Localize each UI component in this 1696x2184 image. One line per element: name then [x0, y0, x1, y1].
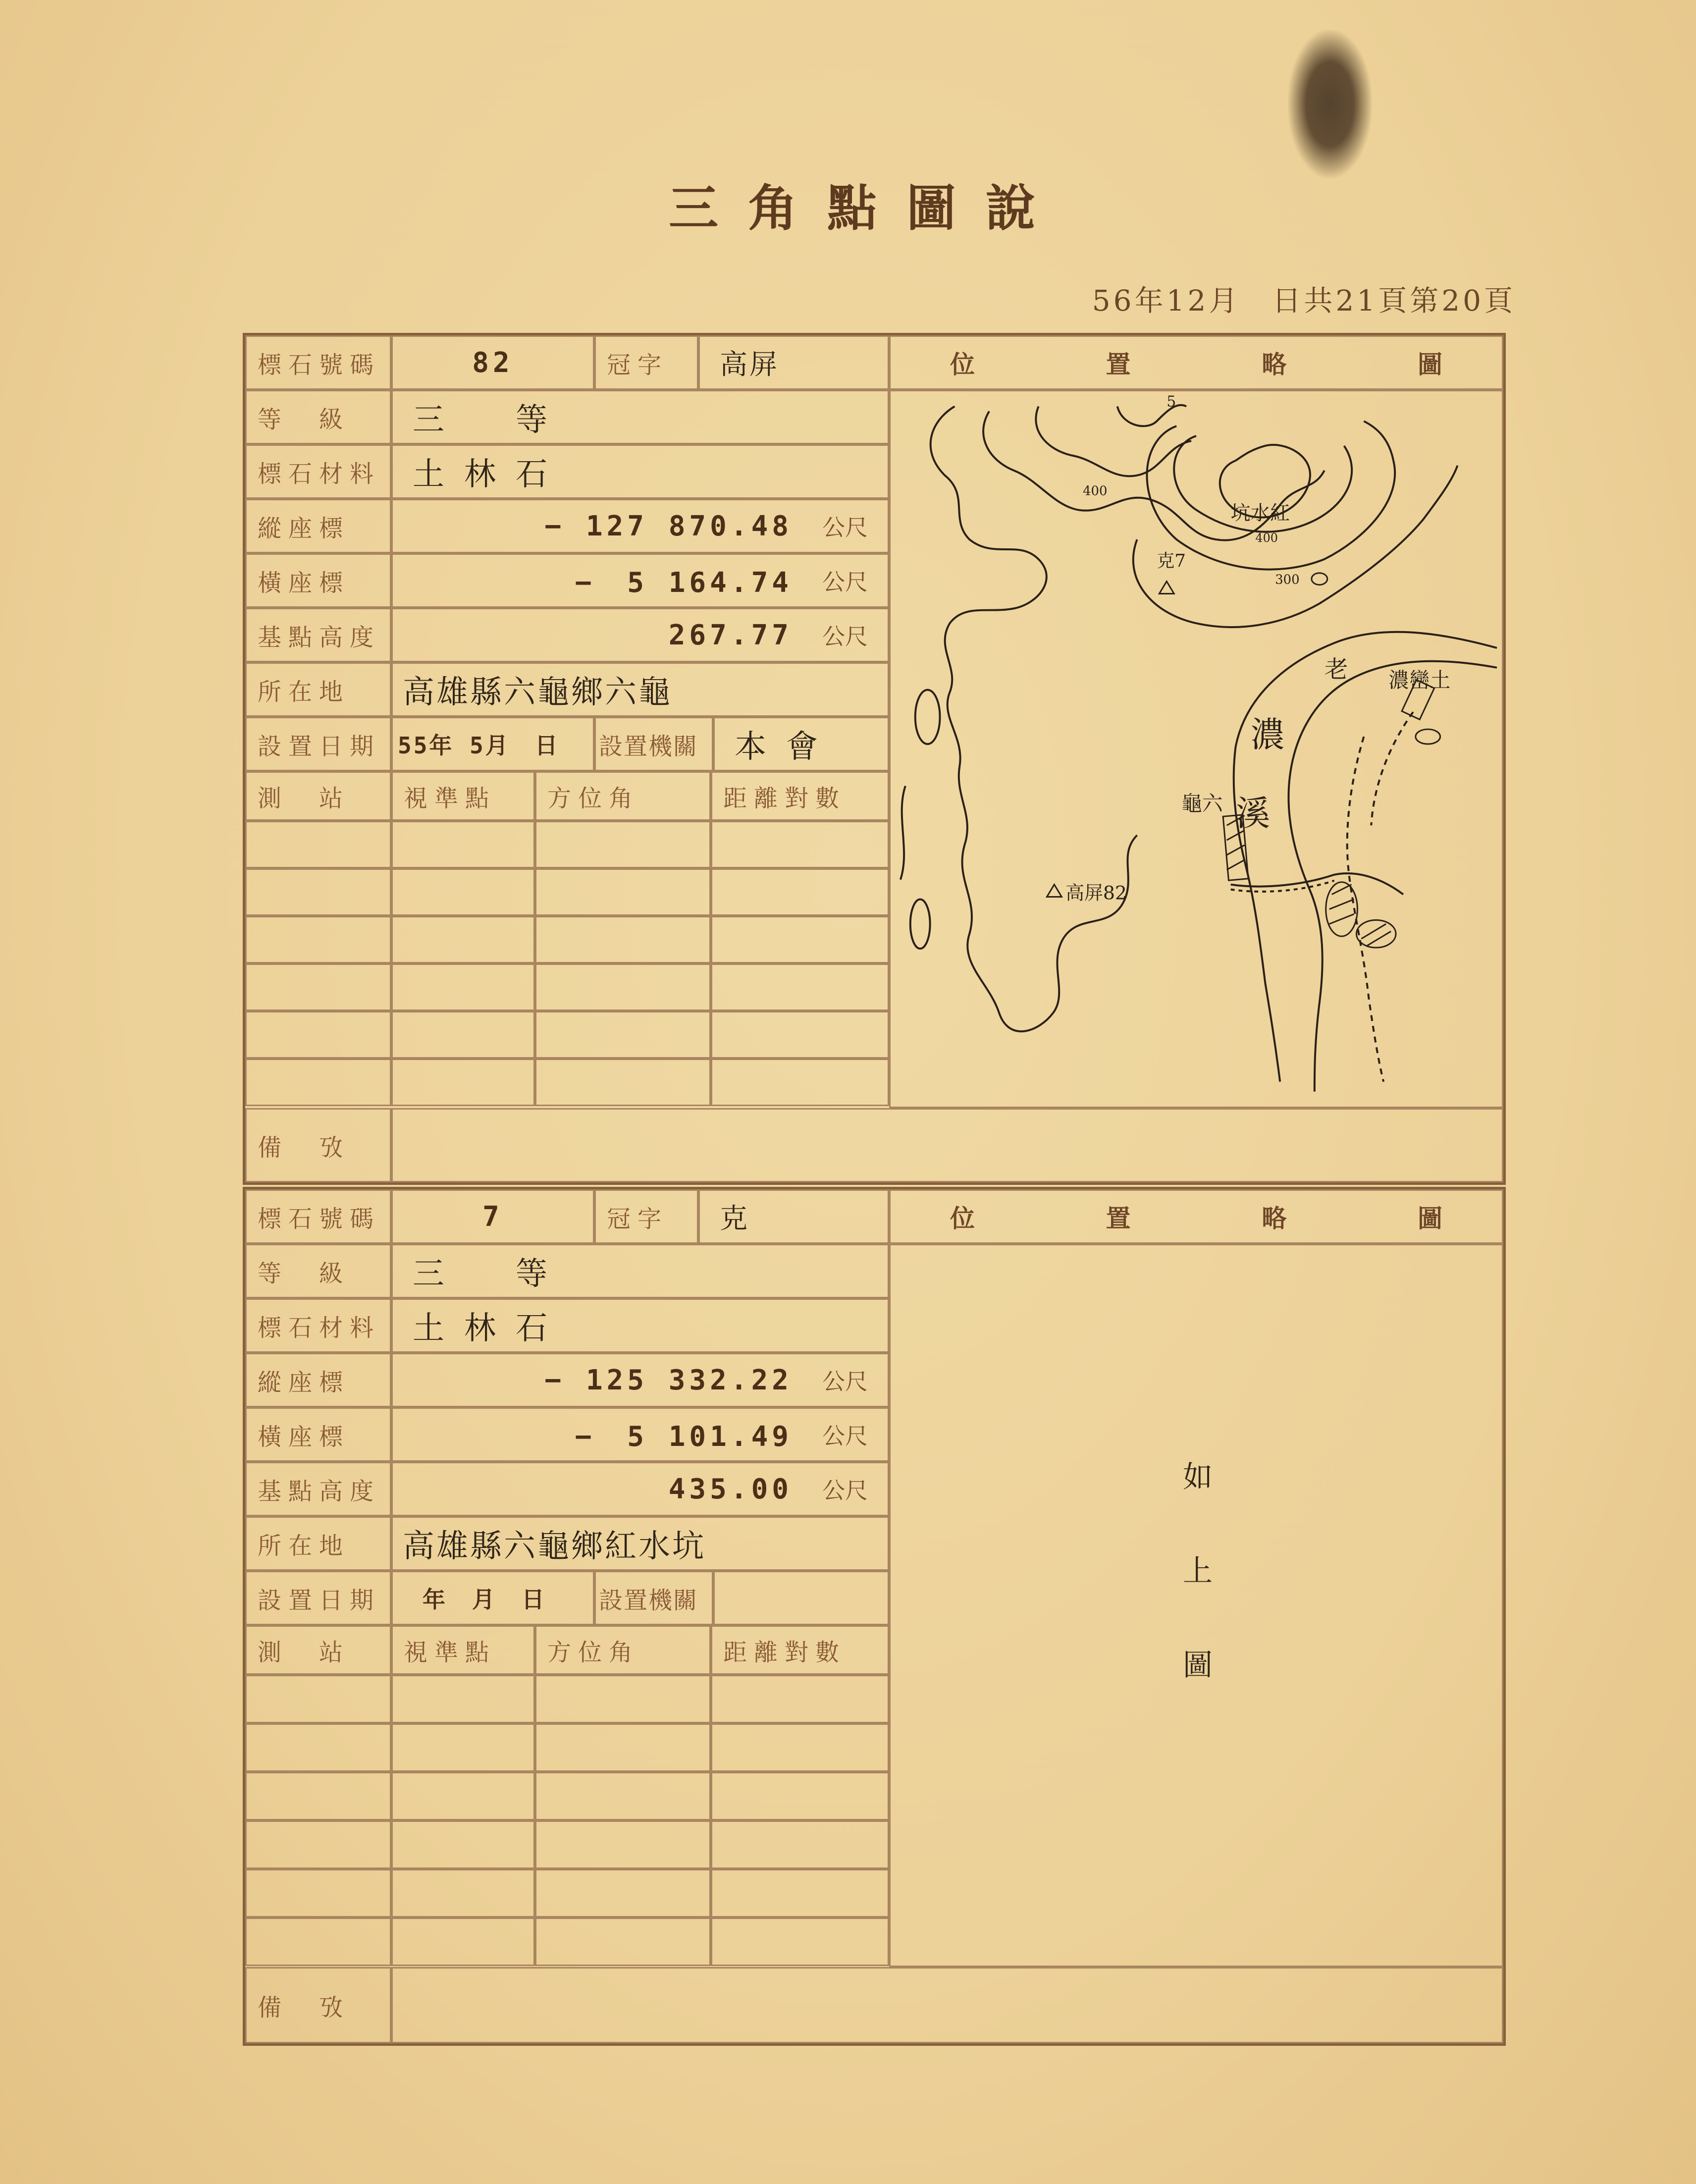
observation-cell [535, 1011, 711, 1059]
label-remarks: 備 攷 [245, 1108, 391, 1182]
observation-cell [391, 1918, 535, 1966]
label-target: 視準點 [391, 771, 535, 821]
height-row [391, 608, 889, 662]
observation-cell [245, 1918, 391, 1966]
value-material-2: 土林石 [391, 1298, 889, 1353]
label-y-coord-2: 橫座標 [245, 1407, 391, 1462]
label-stone-no: 標石號碼 [245, 335, 391, 390]
unit-x: 公尺 [822, 514, 868, 541]
map-title-1: 位 [950, 350, 975, 379]
label-x-coord: 縱座標 [245, 499, 391, 553]
observation-cell [391, 1059, 535, 1106]
observation-cell [711, 1675, 889, 1723]
observation-cell [245, 1011, 391, 1059]
observation-cell [711, 821, 889, 868]
map-label-300: 300 [1275, 572, 1300, 587]
value-x-coord: − 127 870.48 [544, 510, 793, 542]
map-label-laonong: 老 [1324, 656, 1348, 684]
label-set-date: 設置日期 [245, 717, 391, 771]
value-set-agency-2 [713, 1571, 889, 1625]
y-coord-row-2 [391, 1407, 889, 1462]
observation-cell [391, 821, 535, 868]
label-grade-2: 等 級 [245, 1244, 391, 1298]
observation-cell [711, 963, 889, 1011]
date-page-line: 56年12月 日共21頁第20頁 [1092, 284, 1516, 318]
map-title-2: 置 [1106, 350, 1131, 379]
observation-cell [391, 1675, 535, 1723]
observation-cell [711, 916, 889, 963]
map-label-tuluhe: 濃巒土 [1388, 668, 1451, 692]
label-crown: 冠字 [594, 335, 698, 390]
label-set-date-2: 設置日期 [245, 1571, 391, 1625]
observation-cell [711, 1772, 889, 1820]
sketch-map-svg [891, 391, 1502, 1107]
map-label-river-1: 濃 [1250, 715, 1285, 755]
label-height-2: 基點高度 [245, 1462, 391, 1516]
observation-cell [391, 916, 535, 963]
label-target-2: 視準點 [391, 1625, 535, 1675]
observation-cell [391, 1772, 535, 1820]
observation-cell [535, 1869, 711, 1918]
label-material: 標石材料 [245, 444, 391, 499]
observation-cell [711, 1011, 889, 1059]
observation-cell [711, 1918, 889, 1966]
label-height: 基點高度 [245, 608, 391, 662]
observation-cell [245, 1723, 391, 1772]
map-label-liugui: 龜六 [1181, 791, 1223, 816]
label-location: 所在地 [245, 662, 391, 717]
value-set-agency: 本會 [713, 717, 889, 771]
as-above-2: 上 [1183, 1554, 1213, 1589]
value-stone-no: 82 [391, 335, 594, 390]
record-block-2 [243, 1187, 1506, 2046]
observation-cell [535, 1918, 711, 1966]
unit-h: 公尺 [822, 623, 868, 650]
value-grade: 三 等 [391, 390, 889, 444]
label-material-2: 標石材料 [245, 1298, 391, 1353]
label-station-2: 測 站 [245, 1625, 391, 1675]
observation-cell [391, 1820, 535, 1869]
value-height-2: 435.00 [668, 1473, 793, 1505]
observation-cell [535, 963, 711, 1011]
map2-title-4: 圖 [1417, 1204, 1442, 1233]
observation-cell [535, 821, 711, 868]
unit-y-2: 公尺 [822, 1423, 868, 1449]
label-azimuth: 方位角 [535, 771, 711, 821]
map-label-river-2: 溪 [1235, 794, 1271, 834]
observation-cell [535, 868, 711, 916]
value-grade-2: 三 等 [391, 1244, 889, 1298]
location-map-area-2 [889, 1244, 1503, 1967]
map-title-4: 圖 [1417, 350, 1442, 379]
value-location: 高雄縣六龜鄉六龜 [391, 662, 889, 717]
observation-cell [391, 1011, 535, 1059]
ink-stain [1288, 30, 1372, 178]
label-remarks-2: 備 攷 [245, 1967, 391, 2043]
map-header [889, 335, 1503, 390]
value-stone-no-2: 7 [391, 1189, 594, 1244]
label-set-agency-2: 設置機關 [594, 1571, 713, 1625]
unit-y: 公尺 [822, 569, 868, 595]
height-row-2 [391, 1462, 889, 1516]
observation-cell [245, 1869, 391, 1918]
observation-cell [535, 1820, 711, 1869]
map-label-gaoping82: 高屏82 [1065, 882, 1127, 904]
map-label-contour-5: 5 [1166, 393, 1176, 411]
observation-cell [245, 1772, 391, 1820]
observation-cell [711, 1723, 889, 1772]
label-station: 測 站 [245, 771, 391, 821]
observation-cell [391, 1723, 535, 1772]
label-location-2: 所在地 [245, 1516, 391, 1571]
observation-cell [711, 1869, 889, 1918]
page-title: 三角點圖說 [669, 179, 1065, 237]
label-azimuth-2: 方位角 [535, 1625, 711, 1675]
remarks-field-2 [391, 1967, 1503, 2043]
label-crown-2: 冠字 [594, 1189, 698, 1244]
observation-cell [245, 1820, 391, 1869]
label-set-agency: 設置機關 [594, 717, 713, 771]
y-coord-row [391, 553, 889, 608]
map-label-400b: 400 [1255, 531, 1278, 545]
observation-cell [391, 963, 535, 1011]
label-distance: 距離對數 [711, 771, 889, 821]
unit-h-2: 公尺 [822, 1477, 868, 1504]
location-sketch-map [889, 390, 1503, 1108]
label-grade: 等 級 [245, 390, 391, 444]
value-crown-2: 克 [698, 1189, 889, 1244]
observation-cell [391, 868, 535, 916]
value-location-2: 高雄縣六龜鄉紅水坑 [391, 1516, 889, 1571]
observation-cell [535, 916, 711, 963]
map-label-ke7: 克7 [1157, 550, 1186, 571]
record-block-1 [243, 333, 1506, 1185]
as-above-3: 圖 [1183, 1648, 1213, 1683]
map-title-3: 略 [1262, 350, 1287, 379]
value-x-coord-2: − 125 332.22 [544, 1364, 793, 1396]
as-above-1: 如 [1183, 1460, 1213, 1494]
observation-cell [245, 916, 391, 963]
value-set-date: 55年 5月 日 [391, 717, 594, 771]
observation-cell [535, 1059, 711, 1106]
value-set-date-2: 年 月 日 [391, 1571, 594, 1625]
value-material: 土林石 [391, 444, 889, 499]
observation-cell [711, 868, 889, 916]
value-height: 267.77 [668, 619, 793, 651]
map-header-2 [889, 1189, 1503, 1244]
observation-cell [245, 963, 391, 1011]
value-crown: 高屏 [698, 335, 889, 390]
observation-cell [711, 1820, 889, 1869]
observation-cell [535, 1772, 711, 1820]
map-label-400a: 400 [1083, 483, 1108, 499]
observation-cell [391, 1869, 535, 1918]
map2-title-1: 位 [950, 1204, 975, 1233]
observation-cell [245, 868, 391, 916]
label-y-coord: 橫座標 [245, 553, 391, 608]
x-coord-row-2 [391, 1353, 889, 1407]
label-stone-no-2: 標石號碼 [245, 1189, 391, 1244]
value-y-coord-2: − 5 101.49 [575, 1421, 793, 1453]
label-distance-2: 距離對數 [711, 1625, 889, 1675]
map2-title-3: 略 [1262, 1204, 1287, 1233]
map2-title-2: 置 [1106, 1204, 1131, 1233]
value-y-coord: − 5 164.74 [575, 567, 793, 599]
observation-cell [711, 1059, 889, 1106]
x-coord-row [391, 499, 889, 553]
unit-x-2: 公尺 [822, 1368, 868, 1395]
observation-cell [245, 1675, 391, 1723]
observation-cell [245, 821, 391, 868]
observation-cell [245, 1059, 391, 1106]
remarks-field [391, 1108, 1503, 1182]
label-x-coord-2: 縱座標 [245, 1353, 391, 1407]
observation-cell [535, 1723, 711, 1772]
map-label-hongshuikeng: 坑水紅 [1230, 502, 1290, 525]
observation-cell [535, 1675, 711, 1723]
